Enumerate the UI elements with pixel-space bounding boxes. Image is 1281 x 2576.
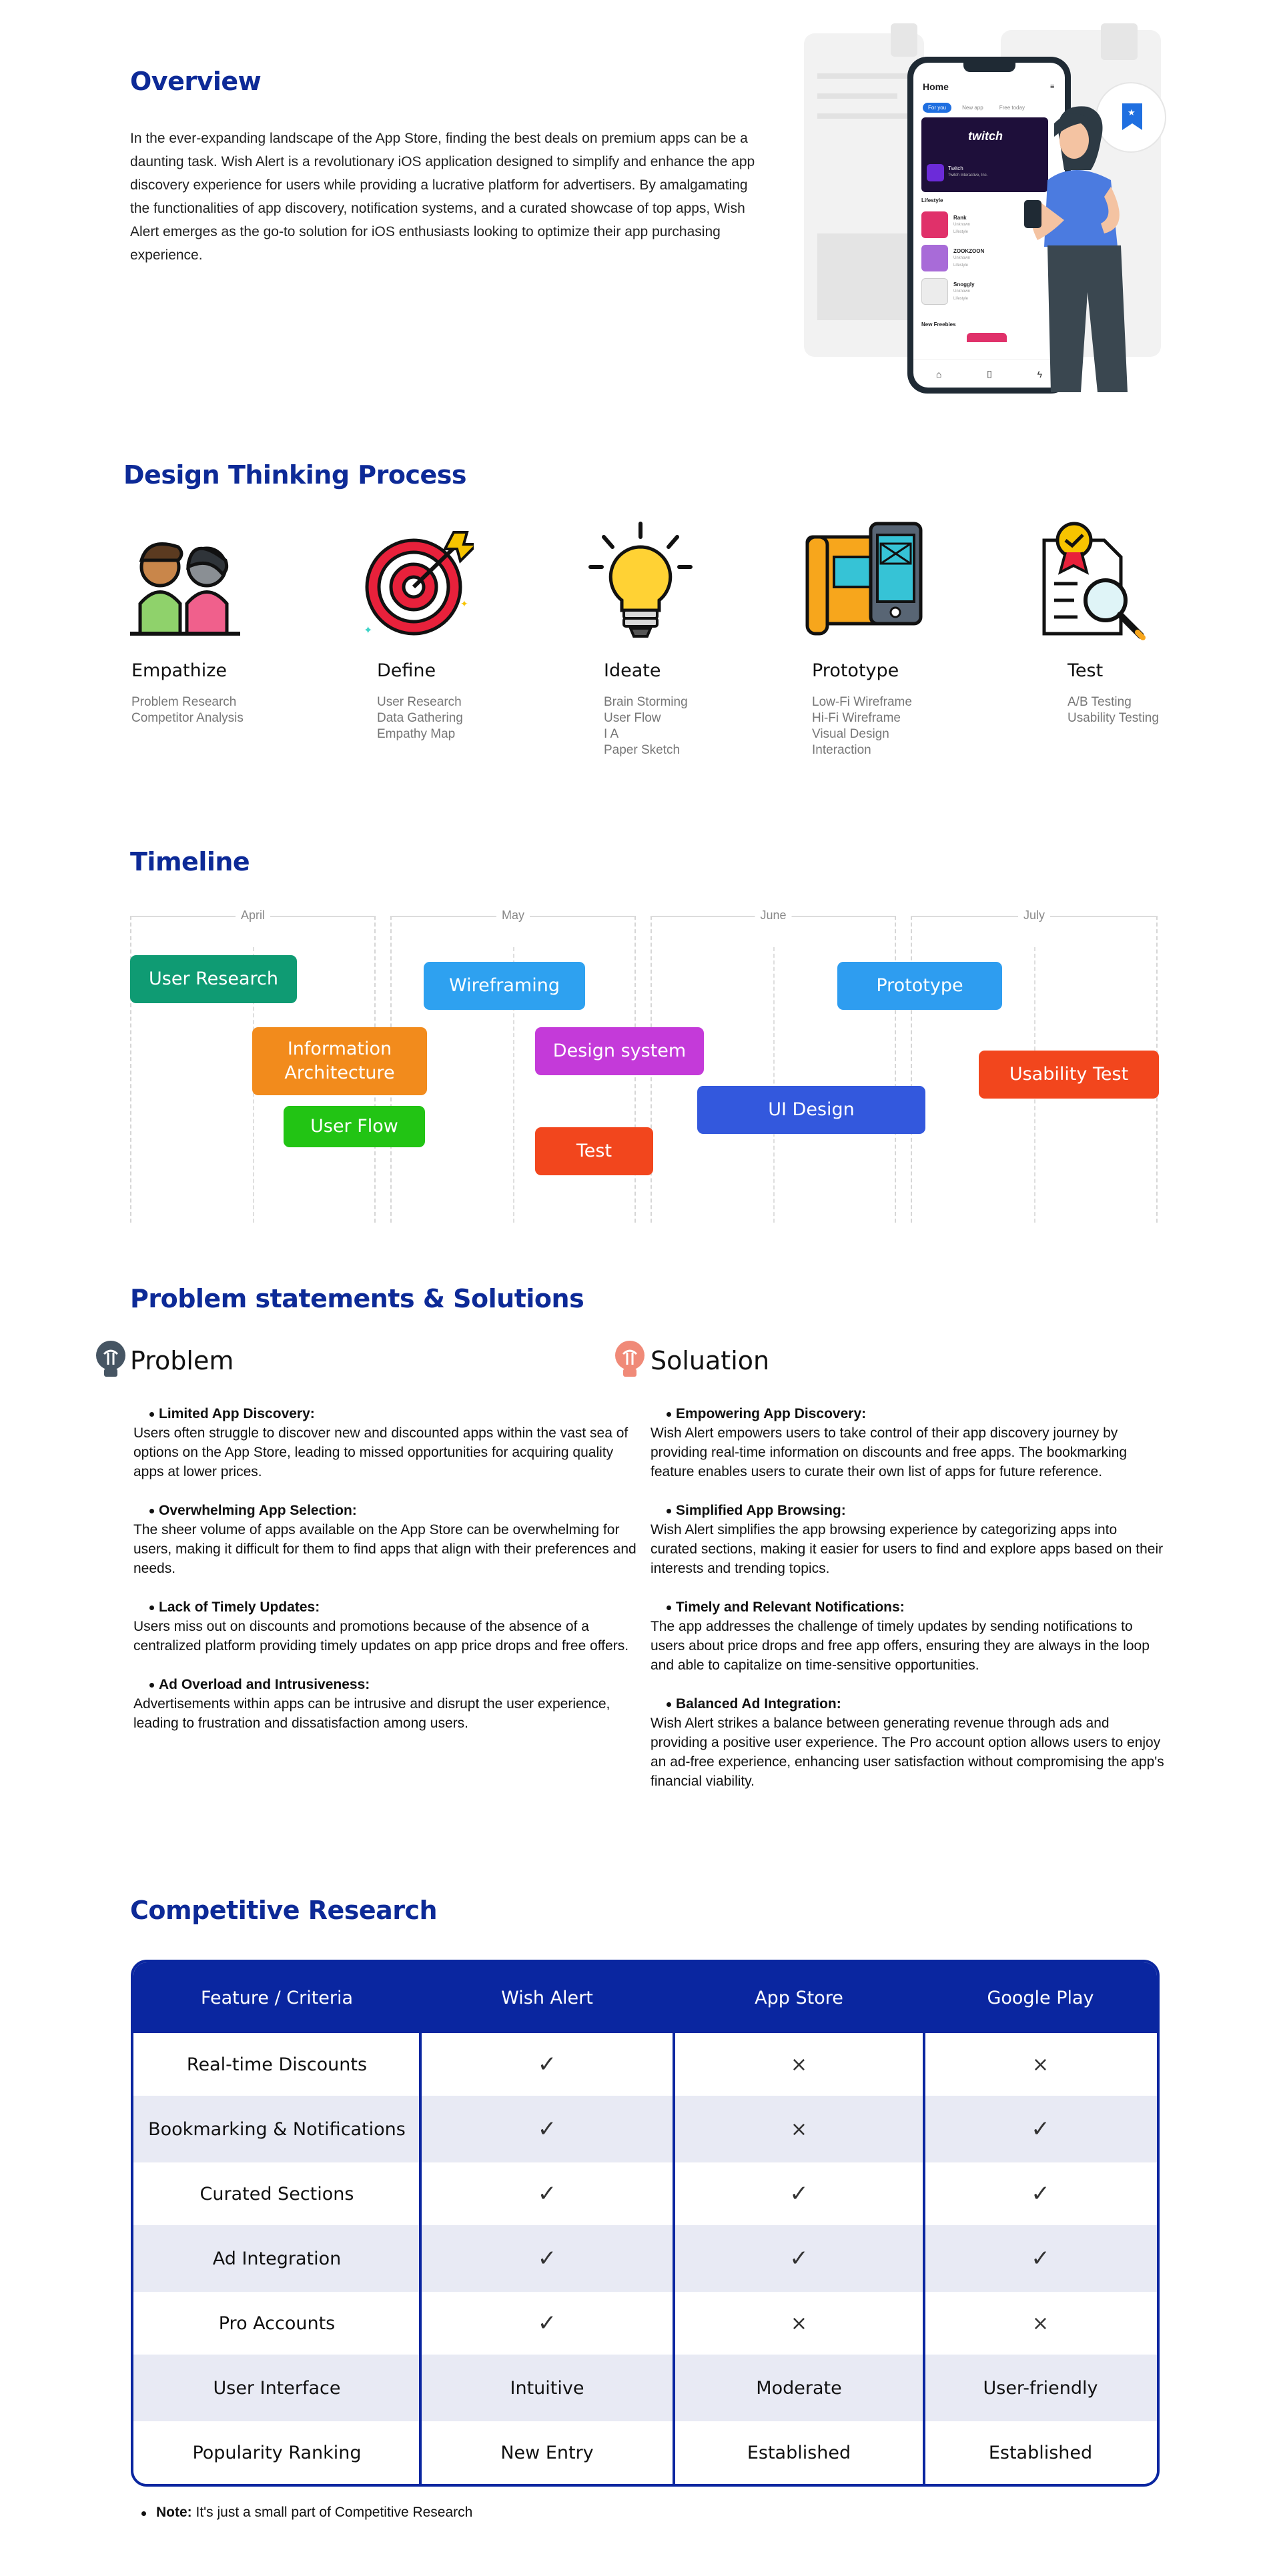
dt-step-item: Visual Design bbox=[812, 727, 889, 741]
svg-text:✦: ✦ bbox=[460, 598, 468, 609]
dt-step-prototype bbox=[812, 660, 1012, 758]
bookmark-badge: ★ bbox=[1096, 82, 1166, 153]
design-thinking-title: Design Thinking Process bbox=[123, 460, 467, 490]
table-row bbox=[133, 2033, 1157, 2096]
timeline-month-label: April bbox=[236, 908, 270, 922]
check-icon: ✓ bbox=[1031, 2245, 1050, 2272]
light-bulb-icon bbox=[612, 1339, 647, 1379]
phone-section-label: Lifestyle bbox=[921, 197, 943, 203]
timeline-task-design-system: Design system bbox=[535, 1027, 704, 1075]
table-row bbox=[133, 2162, 1157, 2225]
svg-text:✦: ✦ bbox=[364, 625, 373, 636]
timeline-task-ui-design: UI Design bbox=[697, 1086, 925, 1134]
dt-step-define bbox=[377, 660, 577, 742]
check-icon: ✓ bbox=[1031, 2180, 1050, 2207]
problem-item-text: Users miss out on discounts and promotions because of the absence of a centralized platform providing timely updates on app price drops and free offers. bbox=[133, 1619, 629, 1654]
problem-item-title: Limited App Discovery: bbox=[133, 1404, 640, 1423]
competitive-title: Competitive Research bbox=[130, 1896, 438, 1925]
prototype-icon bbox=[804, 520, 927, 637]
solution-item-text: Wish Alert empowers users to take control of their app discovery journey by providing real-time information on discounts and free apps. The bookmarking feature enables users to curate their own list of apps for future reference. bbox=[651, 1425, 1127, 1479]
solution-item-text: The app addresses the challenge of timely updates by sending notifications to users about price drops and free app offers, ensuring they are always in the loop and able to capitalize on time-sensitive opportunities. bbox=[651, 1619, 1150, 1673]
dt-step-test bbox=[1068, 660, 1234, 726]
solution-item bbox=[651, 1404, 1164, 1481]
dt-step-item: Brain Storming bbox=[604, 695, 688, 709]
table-cell-feature: User Interface bbox=[213, 2377, 341, 2399]
dt-step-item: A/B Testing bbox=[1068, 695, 1132, 709]
check-icon: ✓ bbox=[537, 2245, 557, 2272]
home-icon: ⌂ bbox=[935, 368, 942, 380]
solution-item-title: Balanced Ad Integration: bbox=[651, 1694, 1164, 1714]
table-row bbox=[133, 2225, 1157, 2292]
problem-item bbox=[133, 1501, 640, 1578]
twitch-logo: twitch bbox=[968, 129, 1003, 143]
table-header-cell: Wish Alert bbox=[420, 1962, 674, 2033]
problem-item bbox=[133, 1597, 640, 1656]
bookmark-icon: ▯ bbox=[987, 368, 992, 379]
table-row bbox=[133, 2096, 1157, 2162]
hero-illustration bbox=[804, 23, 1164, 397]
table-cell-feature: Curated Sections bbox=[199, 2183, 354, 2204]
people-icon bbox=[127, 520, 244, 637]
twitch-app-icon bbox=[927, 164, 944, 181]
target-icon bbox=[360, 527, 474, 640]
dt-step-ideate bbox=[604, 660, 804, 758]
timeline-month-label: June bbox=[755, 908, 791, 922]
bg-tab bbox=[891, 23, 917, 57]
problem-list bbox=[133, 1404, 640, 1752]
check-icon: ✓ bbox=[537, 2180, 557, 2207]
dt-step-title: Ideate bbox=[604, 660, 661, 681]
solution-item-text: Wish Alert simplifies the app browsing experience by categorizing apps into curated sections, making it easier for users to find and explore apps based on their interests and trending topics. bbox=[651, 1522, 1164, 1576]
table-cell-value: Moderate bbox=[756, 2377, 842, 2399]
comparison-table bbox=[131, 1960, 1160, 2487]
check-icon: ✓ bbox=[1031, 2116, 1050, 2142]
dark-bulb-icon bbox=[93, 1339, 128, 1379]
overview-text: In the ever-expanding landscape of the App Store, finding the best deals on premium apps can be a daunting task. Wish Alert is a revolutionary iOS application designed to simplify and enhance the app discovery experience for users while providing a lucrative platform for advertisers. By amalgamating the functionalities of app discovery, notification systems, and a curated showcase of top apps, Wish Alert emerges as the go-to solution for iOS enthusiasts looking to optimize their app purchasing experience. bbox=[130, 131, 755, 263]
phone-title: Home bbox=[923, 81, 949, 92]
phone-app-item: Snoggly Unknown Lifestyle bbox=[921, 275, 984, 308]
phone-tab: For you bbox=[923, 103, 951, 113]
table-cell-value: User-friendly bbox=[983, 2377, 1098, 2399]
timeline-task-user-flow: User Flow bbox=[284, 1106, 425, 1147]
problem-item-title: Lack of Timely Updates: bbox=[133, 1597, 640, 1617]
note-label: Note: bbox=[156, 2505, 192, 2520]
cross-icon: × bbox=[790, 2117, 808, 2141]
table-cell-feature: Bookmarking & Notifications bbox=[148, 2118, 406, 2140]
problem-item bbox=[133, 1404, 640, 1481]
timeline-task-usability-test: Usability Test bbox=[979, 1051, 1159, 1099]
timeline-task-prototype: Prototype bbox=[837, 962, 1002, 1010]
solution-item-title: Timely and Relevant Notifications: bbox=[651, 1597, 1164, 1617]
check-icon: ✓ bbox=[789, 2180, 809, 2207]
table-cell-value: New Entry bbox=[500, 2442, 594, 2463]
check-icon: ✓ bbox=[537, 2310, 557, 2337]
menu-icon: ≡ bbox=[1050, 83, 1055, 91]
dt-step-item: User Flow bbox=[604, 711, 661, 725]
dt-step-item: Paper Sketch bbox=[604, 743, 681, 757]
table-cell-value: Established bbox=[988, 2442, 1093, 2463]
table-cell-feature: Real-time Discounts bbox=[186, 2054, 368, 2075]
dt-step-item: Problem Research bbox=[131, 695, 237, 709]
table-divider bbox=[923, 1962, 925, 2484]
dt-step-title: Test bbox=[1068, 660, 1104, 681]
dt-step-title: Empathize bbox=[131, 660, 228, 681]
table-note bbox=[137, 2505, 472, 2521]
lightbulb-icon bbox=[587, 520, 694, 640]
timeline-task-wireframing: Wireframing bbox=[424, 962, 585, 1010]
problem-item-title: Ad Overload and Intrusiveness: bbox=[133, 1675, 640, 1694]
phone-app-item: Rank Unknown Lifestyle bbox=[921, 208, 984, 241]
solution-list bbox=[651, 1404, 1164, 1810]
app-icon bbox=[921, 211, 948, 238]
timeline-month-label: May bbox=[496, 908, 530, 922]
table-cell-feature: Popularity Ranking bbox=[192, 2442, 362, 2463]
app-icon bbox=[921, 245, 948, 271]
app-icon bbox=[921, 278, 948, 305]
dt-step-item: Usability Testing bbox=[1068, 711, 1159, 725]
timeline-title: Timeline bbox=[130, 847, 250, 876]
problem-item bbox=[133, 1675, 640, 1733]
dt-step-item: Data Gathering bbox=[377, 711, 463, 725]
timeline-task-test: Test bbox=[535, 1127, 653, 1175]
woman-illustration bbox=[1011, 100, 1138, 394]
problem-item-text: The sheer volume of apps available on the App Store can be overwhelming for users, making it difficult for them to find apps that align with their preferences and needs. bbox=[133, 1522, 636, 1576]
solution-item bbox=[651, 1597, 1164, 1675]
table-row bbox=[133, 2292, 1157, 2355]
table-cell-value: Established bbox=[747, 2442, 851, 2463]
timeline-task-information-architecture: Information Architecture bbox=[252, 1027, 427, 1095]
table-row bbox=[133, 2355, 1157, 2421]
solution-item-text: Wish Alert strikes a balance between generating revenue through ads and providing a positive user experience. The Pro account option allows users to enjoy an ad-free experience, enhancing user satisfaction without compromising the app's financial viability. bbox=[651, 1716, 1164, 1789]
dt-step-item: Hi-Fi Wireframe bbox=[812, 711, 901, 725]
cross-icon: × bbox=[1031, 2052, 1049, 2076]
solution-item bbox=[651, 1694, 1164, 1791]
table-divider bbox=[419, 1962, 422, 2484]
banner-app-name: Twitch bbox=[948, 165, 963, 171]
note-text: It's just a small part of Competitive Research bbox=[191, 2505, 473, 2520]
check-icon: ✓ bbox=[537, 2051, 557, 2078]
phone-tab: Free today bbox=[999, 105, 1025, 111]
table-header-cell: App Store bbox=[674, 1962, 924, 2033]
dt-step-item: Low-Fi Wireframe bbox=[812, 695, 912, 709]
overview-title: Overview bbox=[130, 67, 262, 96]
solution-item bbox=[651, 1501, 1164, 1578]
phone-footer-label: New Freebies bbox=[921, 321, 956, 328]
dt-step-item: I A bbox=[604, 727, 619, 741]
dt-step-item: Competitor Analysis bbox=[131, 711, 244, 725]
cross-icon: × bbox=[790, 2311, 808, 2335]
problem-item-text: Users often struggle to discover new and discounted apps within the vast sea of options on the App Store, leading to missed opportunities for acquiring quality apps at lower prices. bbox=[133, 1425, 628, 1479]
solution-heading: Soluation bbox=[651, 1346, 770, 1375]
check-icon: ✓ bbox=[537, 2116, 557, 2142]
phone-app-item: ZOOKZOON Unknown Lifestyle bbox=[921, 241, 984, 275]
problem-heading: Problem bbox=[130, 1346, 234, 1375]
problems-title: Problem statements & Solutions bbox=[130, 1284, 584, 1313]
table-header-cell: Feature / Criteria bbox=[133, 1962, 420, 2033]
table-row bbox=[133, 2421, 1157, 2484]
table-cell-feature: Ad Integration bbox=[212, 2248, 342, 2269]
timeline-task-user-research: User Research bbox=[130, 955, 297, 1003]
table-divider bbox=[673, 1962, 675, 2484]
dt-step-empathize bbox=[131, 660, 332, 726]
table-header-cell: Google Play bbox=[924, 1962, 1157, 2033]
table-cell-value: Intuitive bbox=[510, 2377, 584, 2399]
solution-item-title: Empowering App Discovery: bbox=[651, 1404, 1164, 1423]
test-icon bbox=[1037, 520, 1148, 640]
phone-tab: New app bbox=[962, 105, 983, 111]
cross-icon: × bbox=[1031, 2311, 1049, 2335]
problem-item-text: Advertisements within apps can be intrusive and disrupt the user experience, leading to frustration and dissatisfaction among users. bbox=[133, 1696, 610, 1731]
dt-step-title: Prototype bbox=[812, 660, 899, 681]
cross-icon: × bbox=[790, 2052, 808, 2076]
banner-app-sub: Twitch Interactive, Inc. bbox=[948, 173, 988, 177]
table-header-row bbox=[133, 1962, 1157, 2033]
bg-card bbox=[804, 33, 924, 357]
bolt-icon: ϟ bbox=[1037, 368, 1043, 380]
dt-step-title: Define bbox=[377, 660, 436, 681]
check-icon: ✓ bbox=[789, 2245, 809, 2272]
dt-step-item: Interaction bbox=[812, 743, 871, 757]
problem-item-title: Overwhelming App Selection: bbox=[133, 1501, 640, 1520]
dt-step-item: Empathy Map bbox=[377, 727, 456, 741]
timeline-month-label: July bbox=[1018, 908, 1050, 922]
dt-step-item: User Research bbox=[377, 695, 462, 709]
solution-item-title: Simplified App Browsing: bbox=[651, 1501, 1164, 1520]
bg-tab bbox=[1101, 23, 1138, 60]
phone-app-list bbox=[921, 208, 984, 308]
table-cell-feature: Pro Accounts bbox=[218, 2313, 336, 2334]
